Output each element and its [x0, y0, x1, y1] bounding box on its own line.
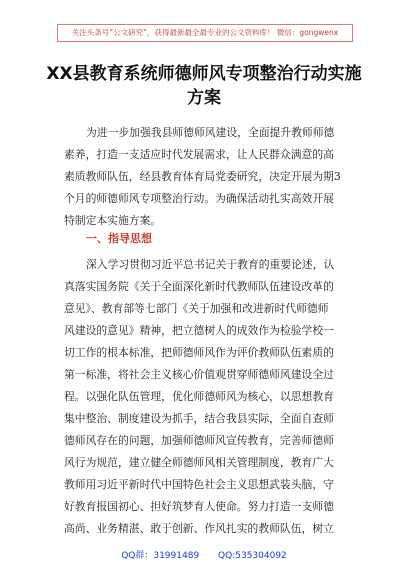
body-line: 教师用习近平新时代中国特色社会主义思想武装头脑，守: [64, 478, 334, 491]
body-line: 真落实国务院《关于全面深化新时代教师队伍建设改革的: [64, 280, 334, 293]
footer-contact: [0, 548, 408, 561]
section-heading-guiding-ideology: 一、指导思想: [86, 232, 152, 245]
promo-banner: 关注头条号“公文研究”，获得最新最全最专业的公文资料库！ 微信：gongwenx: [57, 24, 353, 42]
body-line: 第一标准，将社会主义核心价值观贯穿师德师风建设全过: [64, 368, 334, 381]
body-line: 风行为规范，建立健全师德师风相关管理制度，教育广大: [64, 456, 334, 469]
document-title-line-1: XX县教育系统师德师风专项整治行动实施: [46, 64, 362, 84]
intro-line: 为进一步加强我县师德师风建设，全面提升教师师德: [86, 126, 335, 139]
body-line: 风建设的意见》精神，把立德树人的成效作为检验学校一: [64, 324, 334, 337]
section-1-paragraph: [64, 254, 356, 540]
document-title-line-2: 方案: [187, 88, 221, 108]
body-line: 德师风存在的问题，加强师德师风宣传教育，完善师德师: [64, 434, 334, 447]
intro-line: 素养，打造一支适应时代发展需求，让人民群众满意的高: [64, 148, 334, 161]
body-line: 程。以强化队伍管理，优化师德师风为核心，以思想教育: [64, 390, 334, 403]
intro-line: 个月的师德师风专项整治行动。为确保活动扎实高效开展: [64, 192, 334, 205]
qq-group-text: QQ群：31991489: [121, 551, 200, 561]
intro-paragraph: [64, 122, 356, 232]
qq-number-text: QQ:535304092: [218, 551, 287, 561]
body-line: 意见》、教育部等七部门《关于加强和改进新时代师德师: [64, 302, 329, 315]
body-line: 切工作的根本标准，把师德师风作为评价教师队伍素质的: [64, 346, 334, 359]
intro-line: 特制定本实施方案。: [64, 214, 162, 227]
intro-line: 素质教师队伍，经县教育体育局党委研究，决定开展为期3: [64, 170, 341, 183]
body-line: 深入学习贯彻习近平总书记关于教育的重要论述，认: [86, 258, 335, 271]
body-line: 集中整治、制度建设为抓手，结合我县实际，全面自查师: [64, 412, 334, 425]
body-line: 高尚、业务精湛、敢于创新、作风扎实的教师队伍，树立: [64, 522, 334, 535]
body-line: 好教育报国初心、担好筑梦育人使命。努力打造一支师德: [64, 500, 334, 513]
